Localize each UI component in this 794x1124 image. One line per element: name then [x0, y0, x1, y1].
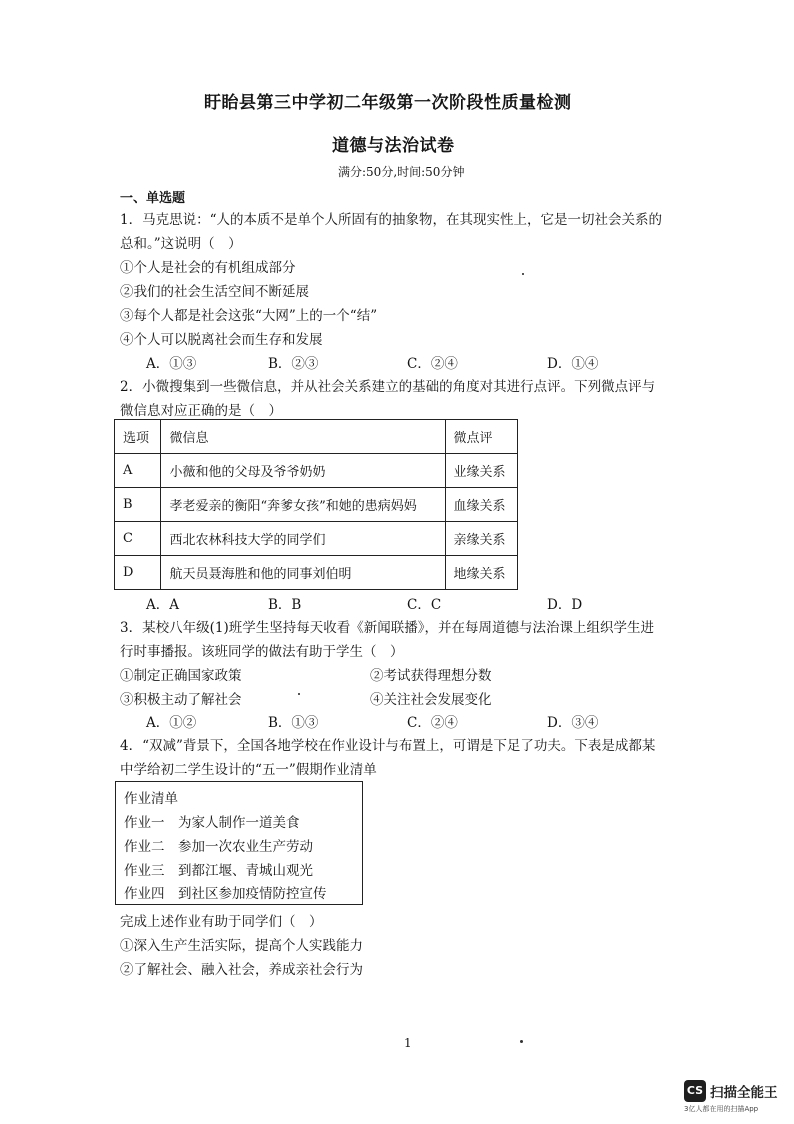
option-d: D．③④ — [547, 715, 599, 731]
statement: ③积极主动了解社会 — [120, 692, 242, 708]
scan-speck — [520, 1040, 523, 1043]
option-b: B．①③ — [268, 715, 319, 731]
table-cell: 小薇和他的父母及爷爷奶奶 — [161, 454, 445, 488]
table-header-cell: 选项 — [115, 420, 161, 454]
option-c: C．②④ — [407, 356, 458, 372]
statement: ①制定正确国家政策 — [120, 668, 242, 684]
table-cell: D — [115, 556, 161, 590]
option-b: B．B — [268, 597, 302, 613]
option-d: D．①④ — [547, 356, 599, 372]
question-stem-line: 1．马克思说：“人的本质不是单个人所固有的抽象物，在其现实性上，它是一切社会关系的 — [120, 212, 662, 228]
table-cell: B — [115, 488, 161, 522]
table-row — [115, 488, 518, 522]
info-table — [114, 419, 518, 590]
option-b: B．②③ — [268, 356, 319, 372]
table-header-cell: 微点评 — [445, 420, 518, 454]
option-c: C．C — [407, 597, 442, 613]
table-row — [115, 522, 518, 556]
statement: ②了解社会、融入社会，养成亲社会行为 — [120, 962, 363, 978]
table-row — [115, 556, 518, 590]
homework-list-box — [115, 781, 363, 905]
question-stem-line: 2．小微搜集到一些微信息，并从社会关系建立的基础的角度对其进行点评。下列微点评与 — [120, 379, 656, 395]
page-number: 1 — [404, 1036, 412, 1050]
table-cell: 亲缘关系 — [445, 522, 518, 556]
homework-item: 作业三 到都江堰、青城山观光 — [124, 863, 313, 879]
table-cell: 航天员聂海胜和他的同事刘伯明 — [161, 556, 445, 590]
follow-up-question: 完成上述作业有助于同学们（ ） — [120, 914, 323, 930]
camscanner-logo-icon: CS — [684, 1080, 706, 1102]
table-cell: 业缘关系 — [445, 454, 518, 488]
question-stem-line: 3．某校八年级(1)班学生坚持每天收看《新闻联播》，并在每周道德与法治课上组织学生进 — [120, 620, 654, 636]
homework-item: 作业四 到社区参加疫情防控宣传 — [124, 886, 327, 902]
statement: ①个人是社会的有机组成部分 — [120, 260, 296, 276]
subject-title: 道德与法治试卷 — [332, 136, 455, 156]
camscanner-tagline: 3亿人都在用的扫描App — [684, 1105, 759, 1113]
table-header-cell: 微信息 — [161, 420, 445, 454]
question-stem-line: 总和。”这说明（ ） — [120, 236, 242, 252]
table-row — [115, 454, 518, 488]
statement: ②我们的社会生活空间不断延展 — [120, 284, 309, 300]
statement: ④个人可以脱离社会而生存和发展 — [120, 332, 323, 348]
homework-list-title: 作业清单 — [124, 791, 178, 807]
statement: ④关注社会发展变化 — [370, 692, 492, 708]
option-c: C．②④ — [407, 715, 458, 731]
table-cell: C — [115, 522, 161, 556]
statement: ①深入生产生活实际，提高个人实践能力 — [120, 938, 363, 954]
table-header-row — [115, 420, 518, 454]
statement: ②考试获得理想分数 — [370, 668, 492, 684]
statement: ③每个人都是社会这张“大网”上的一个“结” — [120, 308, 378, 324]
table-cell: A — [115, 454, 161, 488]
table-cell: 血缘关系 — [445, 488, 518, 522]
exam-info: 满分:50分,时间:50分钟 — [338, 165, 465, 179]
option-a: A．①③ — [146, 356, 197, 372]
table-cell: 孝老爱亲的衡阳“奔爹女孩”和她的患病妈妈 — [161, 488, 445, 522]
camscanner-app-name: 扫描全能王 — [710, 1085, 778, 1101]
question-stem-line: 行时事播报。该班同学的做法有助于学生（ ） — [120, 644, 404, 660]
table-cell: 西北农林科技大学的同学们 — [161, 522, 445, 556]
section-label: 一、单选题 — [120, 191, 186, 206]
scan-speck — [522, 273, 524, 275]
question-stem-line: 微信息对应正确的是（ ） — [120, 403, 282, 419]
table-cell: 地缘关系 — [445, 556, 518, 590]
homework-item: 作业一 为家人制作一道美食 — [124, 815, 300, 831]
question-stem-line: 4．“双减”背景下，全国各地学校在作业设计与布置上，可谓是下足了功夫。下表是成都某 — [120, 738, 656, 754]
question-stem-line: 中学给初二学生设计的“五一”假期作业清单 — [120, 762, 377, 778]
scan-speck — [298, 693, 300, 695]
homework-item: 作业二 参加一次农业生产劳动 — [124, 839, 313, 855]
school-title: 盱眙县第三中学初二年级第一次阶段性质量检测 — [204, 93, 572, 113]
option-a: A．A — [146, 597, 179, 613]
option-d: D．D — [547, 597, 583, 613]
option-a: A．①② — [146, 715, 197, 731]
camscanner-watermark — [684, 1080, 788, 1114]
